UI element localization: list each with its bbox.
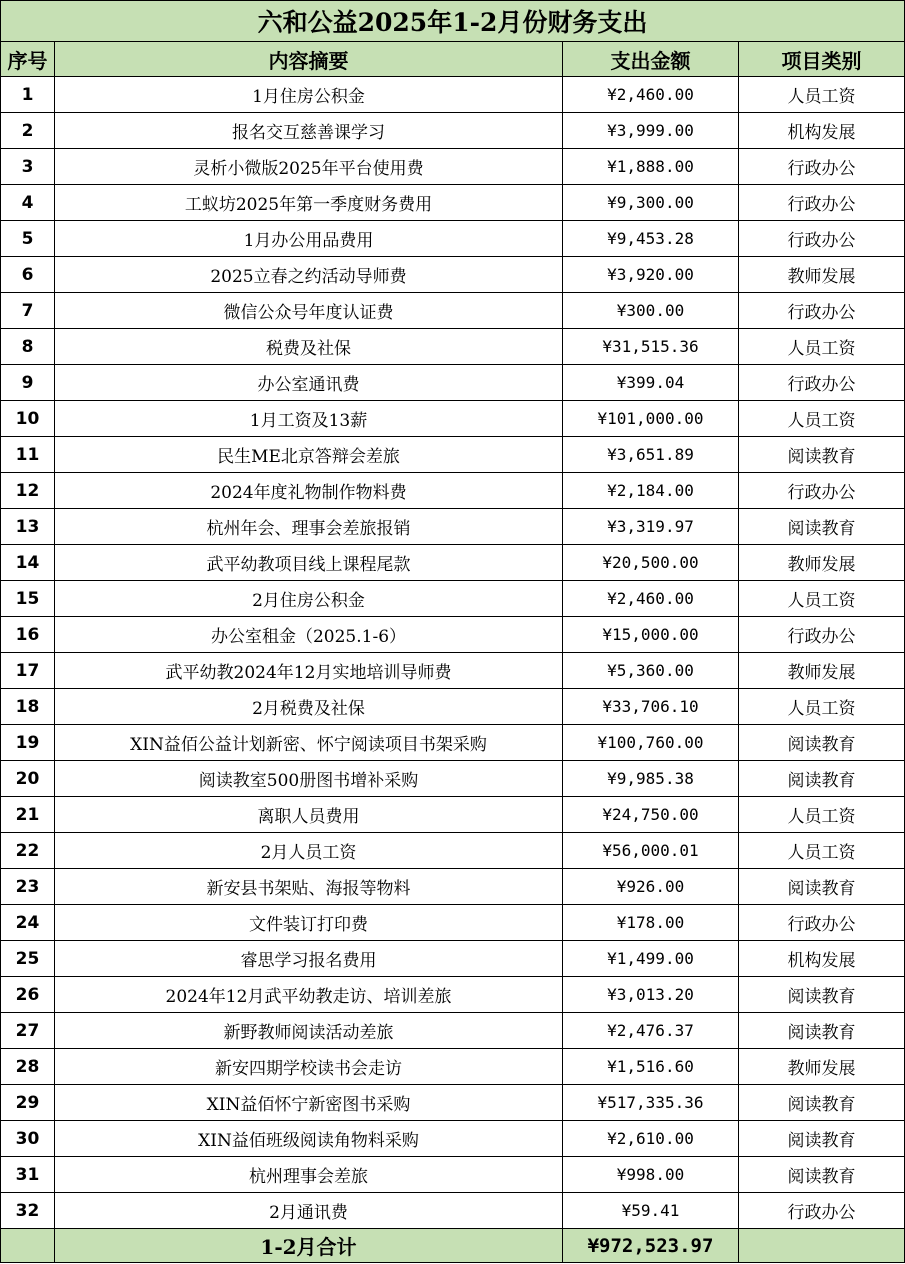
table-row [1,869,905,905]
row-category: 人员工资 [739,77,905,113]
table-row [1,1085,905,1121]
header-category: 项目类别 [739,42,905,77]
row-summary: 1月办公用品费用 [55,221,563,257]
row-category: 阅读教育 [739,1121,905,1157]
table-row [1,833,905,869]
row-category: 人员工资 [739,797,905,833]
row-index: 12 [1,473,55,509]
row-summary: 工蚁坊2025年第一季度财务费用 [55,185,563,221]
row-index: 14 [1,545,55,581]
row-category: 机构发展 [739,113,905,149]
row-category: 教师发展 [739,257,905,293]
row-amount: ¥2,460.00 [563,581,739,617]
row-category: 人员工资 [739,401,905,437]
row-summary: 2月人员工资 [55,833,563,869]
row-category: 阅读教育 [739,869,905,905]
row-category: 阅读教育 [739,1085,905,1121]
row-summary: 税费及社保 [55,329,563,365]
table-row [1,185,905,221]
row-amount: ¥517,335.36 [563,1085,739,1121]
row-amount: ¥3,013.20 [563,977,739,1013]
row-index: 9 [1,365,55,401]
table-row [1,689,905,725]
row-summary: 杭州理事会差旅 [55,1157,563,1193]
row-index: 18 [1,689,55,725]
table-row [1,329,905,365]
table-row [1,725,905,761]
row-category: 教师发展 [739,653,905,689]
row-amount: ¥5,360.00 [563,653,739,689]
row-index: 3 [1,149,55,185]
row-index: 29 [1,1085,55,1121]
row-category: 人员工资 [739,329,905,365]
row-category: 阅读教育 [739,725,905,761]
row-index: 22 [1,833,55,869]
row-index: 19 [1,725,55,761]
row-index: 7 [1,293,55,329]
row-category: 阅读教育 [739,977,905,1013]
table-row [1,293,905,329]
table-row [1,977,905,1013]
row-summary: 杭州年会、理事会差旅报销 [55,509,563,545]
row-summary: 2月住房公积金 [55,581,563,617]
table-row [1,509,905,545]
row-summary: XIN益佰班级阅读角物料采购 [55,1121,563,1157]
row-category: 行政办公 [739,365,905,401]
row-summary: 新安四期学校读书会走访 [55,1049,563,1085]
row-summary: 新安县书架贴、海报等物料 [55,869,563,905]
row-category: 人员工资 [739,581,905,617]
row-index: 13 [1,509,55,545]
row-category: 教师发展 [739,545,905,581]
row-category: 行政办公 [739,1193,905,1229]
row-amount: ¥56,000.01 [563,833,739,869]
row-index: 30 [1,1121,55,1157]
table-row [1,905,905,941]
row-summary: 1月住房公积金 [55,77,563,113]
row-index: 23 [1,869,55,905]
row-category: 行政办公 [739,221,905,257]
table-row [1,365,905,401]
row-summary: 报名交互慈善课学习 [55,113,563,149]
row-summary: 新野教师阅读活动差旅 [55,1013,563,1049]
table-row [1,761,905,797]
row-amount: ¥9,985.38 [563,761,739,797]
row-summary: 微信公众号年度认证费 [55,293,563,329]
row-amount: ¥178.00 [563,905,739,941]
row-amount: ¥1,888.00 [563,149,739,185]
table-row [1,437,905,473]
row-category: 行政办公 [739,617,905,653]
row-index: 32 [1,1193,55,1229]
row-category: 阅读教育 [739,437,905,473]
row-category: 行政办公 [739,905,905,941]
row-index: 21 [1,797,55,833]
row-summary: 2024年度礼物制作物料费 [55,473,563,509]
row-summary: 文件装订打印费 [55,905,563,941]
row-summary: 民生ME北京答辩会差旅 [55,437,563,473]
row-category: 阅读教育 [739,761,905,797]
row-amount: ¥59.41 [563,1193,739,1229]
row-amount: ¥15,000.00 [563,617,739,653]
row-category: 行政办公 [739,473,905,509]
row-index: 20 [1,761,55,797]
table-row [1,1157,905,1193]
table-row [1,941,905,977]
table-row [1,113,905,149]
row-summary: 1月工资及13薪 [55,401,563,437]
table-row [1,473,905,509]
row-amount: ¥101,000.00 [563,401,739,437]
row-index: 11 [1,437,55,473]
total-row [1,1229,905,1263]
row-amount: ¥2,184.00 [563,473,739,509]
table-row [1,581,905,617]
row-amount: ¥24,750.00 [563,797,739,833]
row-amount: ¥1,516.60 [563,1049,739,1085]
row-summary: 武平幼教项目线上课程尾款 [55,545,563,581]
row-category: 阅读教育 [739,1157,905,1193]
row-index: 8 [1,329,55,365]
row-index: 24 [1,905,55,941]
row-summary: XIN益佰公益计划新密、怀宁阅读项目书架采购 [55,725,563,761]
row-index: 25 [1,941,55,977]
header-row [1,42,905,77]
row-summary: 离职人员费用 [55,797,563,833]
title-row [1,1,905,42]
row-amount: ¥20,500.00 [563,545,739,581]
row-amount: ¥9,300.00 [563,185,739,221]
table-row [1,1121,905,1157]
table-row [1,545,905,581]
table-row [1,797,905,833]
table-row [1,401,905,437]
total-index-cell [1,1229,55,1263]
table-row [1,221,905,257]
row-amount: ¥3,999.00 [563,113,739,149]
row-summary: 办公室通讯费 [55,365,563,401]
row-amount: ¥3,651.89 [563,437,739,473]
row-summary: 2025立春之约活动导师费 [55,257,563,293]
row-summary: 灵析小微版2025年平台使用费 [55,149,563,185]
row-amount: ¥3,319.97 [563,509,739,545]
row-summary: 睿思学习报名费用 [55,941,563,977]
row-index: 16 [1,617,55,653]
row-amount: ¥2,476.37 [563,1013,739,1049]
row-amount: ¥33,706.10 [563,689,739,725]
row-category: 阅读教育 [739,509,905,545]
row-amount: ¥3,920.00 [563,257,739,293]
table-row [1,149,905,185]
row-index: 28 [1,1049,55,1085]
row-amount: ¥998.00 [563,1157,739,1193]
table-title: 六和公益2025年1-2月份财务支出 [1,1,905,42]
total-amount: ¥972,523.97 [563,1229,739,1263]
table-body [1,77,905,1229]
row-amount: ¥100,760.00 [563,725,739,761]
row-summary: 阅读教室500册图书增补采购 [55,761,563,797]
row-summary: 2月税费及社保 [55,689,563,725]
row-amount: ¥926.00 [563,869,739,905]
total-category-cell [739,1229,905,1263]
row-summary: 2月通讯费 [55,1193,563,1229]
row-summary: 武平幼教2024年12月实地培训导师费 [55,653,563,689]
row-amount: ¥399.04 [563,365,739,401]
table-row [1,77,905,113]
table-row [1,257,905,293]
row-index: 15 [1,581,55,617]
row-category: 机构发展 [739,941,905,977]
row-index: 17 [1,653,55,689]
row-index: 26 [1,977,55,1013]
row-category: 行政办公 [739,185,905,221]
row-index: 10 [1,401,55,437]
row-index: 4 [1,185,55,221]
header-index: 序号 [1,42,55,77]
row-amount: ¥31,515.36 [563,329,739,365]
header-summary: 内容摘要 [55,42,563,77]
row-index: 6 [1,257,55,293]
table-row [1,653,905,689]
total-label: 1-2月合计 [55,1229,563,1263]
table-row [1,1049,905,1085]
row-index: 27 [1,1013,55,1049]
row-index: 1 [1,77,55,113]
header-amount: 支出金额 [563,42,739,77]
row-index: 2 [1,113,55,149]
table-row [1,617,905,653]
row-summary: 2024年12月武平幼教走访、培训差旅 [55,977,563,1013]
table-row [1,1013,905,1049]
row-index: 5 [1,221,55,257]
row-summary: 办公室租金（2025.1-6） [55,617,563,653]
row-amount: ¥2,610.00 [563,1121,739,1157]
row-category: 行政办公 [739,149,905,185]
row-index: 31 [1,1157,55,1193]
row-amount: ¥2,460.00 [563,77,739,113]
row-category: 阅读教育 [739,1013,905,1049]
row-amount: ¥1,499.00 [563,941,739,977]
row-amount: ¥9,453.28 [563,221,739,257]
row-category: 人员工资 [739,833,905,869]
row-amount: ¥300.00 [563,293,739,329]
row-category: 教师发展 [739,1049,905,1085]
table-row [1,1193,905,1229]
row-category: 人员工资 [739,689,905,725]
row-summary: XIN益佰怀宁新密图书采购 [55,1085,563,1121]
row-category: 行政办公 [739,293,905,329]
